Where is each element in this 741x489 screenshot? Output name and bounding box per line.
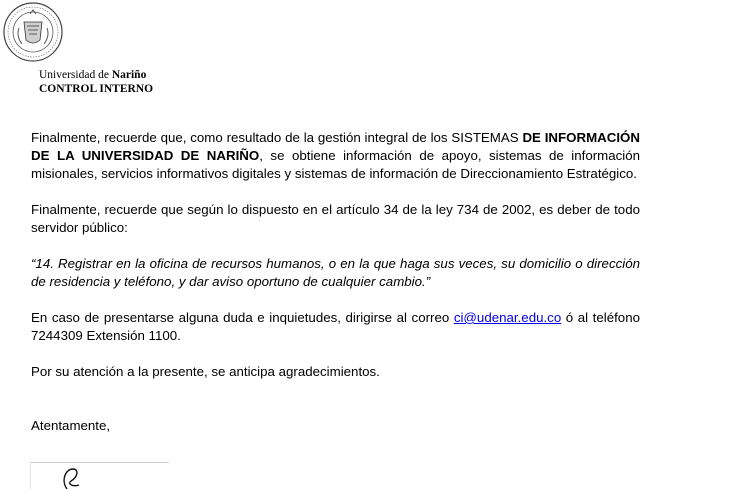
closing-salutation: Atentamente,	[31, 418, 111, 433]
paragraph-contact: En caso de presentarse alguna duda e inquietudes, dirigirse al correo ci@udenar.edu.co ó al teléfono 7244309 Extensión 1100.	[31, 310, 640, 343]
letterhead	[39, 68, 153, 96]
letter-body	[31, 129, 640, 435]
handwritten-signature	[30, 462, 169, 489]
paragraph-information-systems: Finalmente, recuerde que, como resultado de la gestión integral de los SISTEMAS DE INFORMACIÓN DE LA UNIVERSIDAD DE NARIÑO, se obtiene información de apoyo, sistemas de información misionales, servicios informativos digitales y sistemas de información de Direccionamiento Estratégico.	[31, 130, 641, 181]
paragraph-legal-duty: Finalmente, recuerde que según lo dispuesto en el artículo 34 de la ley 734 de 2002, es deber de todo servidor público:	[31, 202, 640, 235]
email-link[interactable]: ci@udenar.edu.co	[453, 310, 562, 325]
paragraph-thanks: Por su atención a la presente, se anticipa agradecimientos.	[31, 364, 380, 379]
university-seal-logo	[2, 0, 64, 64]
quoted-article: “14. Registrar en la oficina de recursos humanos, o en la que haga sus veces, su domicilio o dirección de residencia y teléfono, y dar aviso oportuno de cualquier cambio.”	[31, 256, 640, 289]
university-name: Universidad de Nariño	[39, 69, 147, 81]
department-name: CONTROL INTERNO	[39, 83, 154, 95]
